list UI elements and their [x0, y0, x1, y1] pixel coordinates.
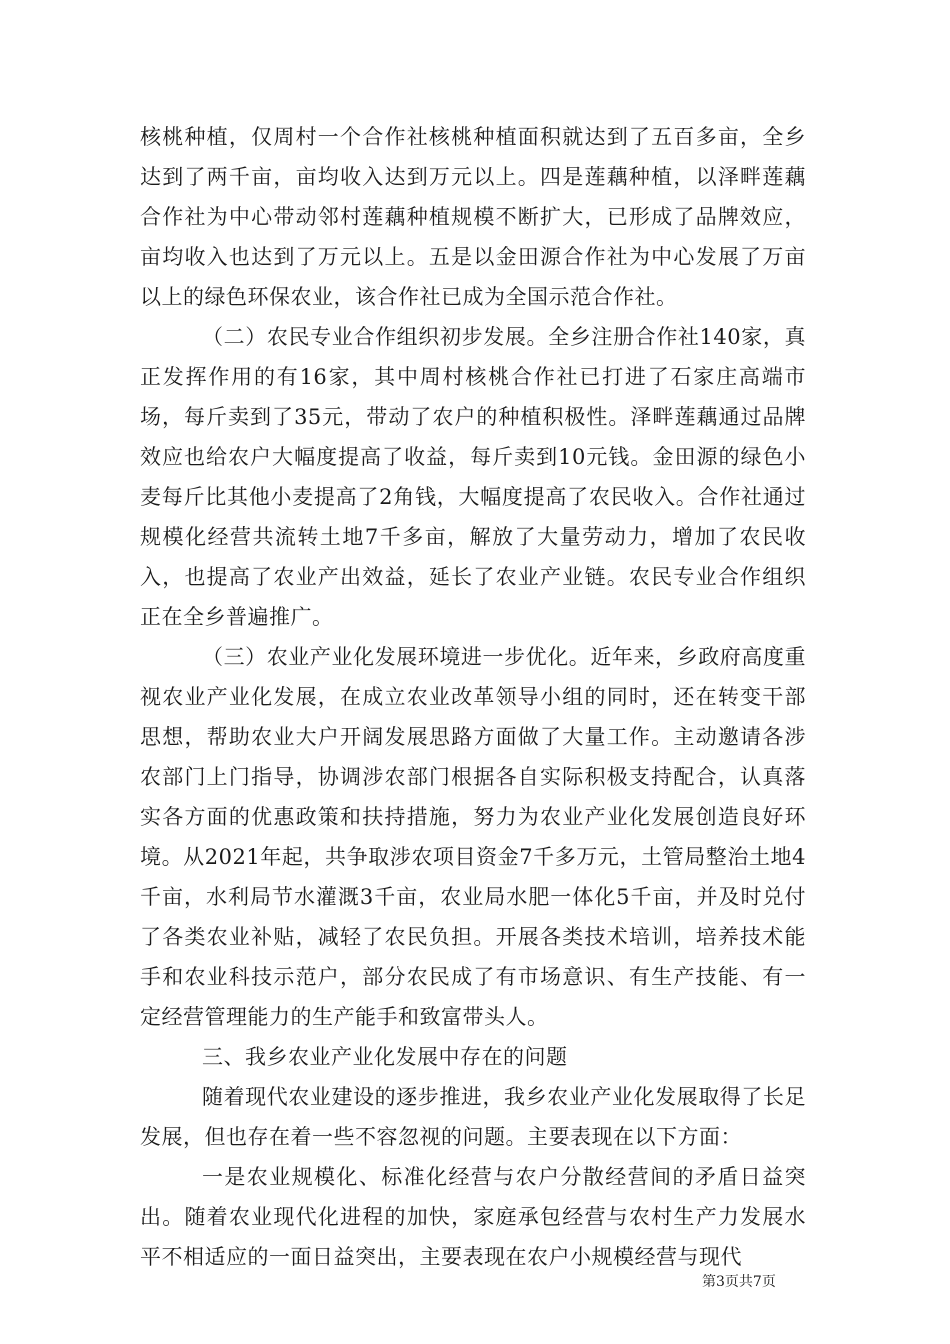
paragraph-continuation: 核桃种植，仅周村一个合作社核桃种植面积就达到了五百多亩，全乡达到了两千亩，亩均收入达到万元以上。四是莲藕种植，以泽畔莲藕合作社为中心带动邻村莲藕种植规模不断扩大，已形成了品牌效应，亩均收入也达到了万元以上。五是以金田源合作社为中心发展了万亩以上的绿色环保农业，该合作社已成为全国示范合作社。 [140, 125, 806, 309]
paragraph-environment: （三）农业产业化发展环境进一步优化。近年来，乡政府高度重视农业产业化发展，在成立农业改革领导小组的同时，还在转变干部思想，帮助农业大户开阔发展思路方面做了大量工作。主动邀请各涉农部门上门指导，协调涉农部门根据各自实际积极支持配合，认真落实各方面的优惠政策和扶持措施，努力为农业产业化发展创造良好环境。从2021年起，共争取涉农项目资金7千多万元，土管局整治土地4千亩，水利局节水灌溉3千亩，农业局水肥一体化5千亩，并及时兑付了各类农业补贴，减轻了农民负担。开展各类技术培训，培养技术能手和农业科技示范户，部分农民成了有市场意识、有生产技能、有一定经营管理能力的生产能手和致富带头人。 [140, 645, 806, 1029]
document-page [140, 117, 806, 1277]
page-number: 第3页共7页 [702, 1274, 776, 1290]
paragraph-problems-intro: 随着现代农业建设的逐步推进，我乡农业产业化发展取得了长足发展，但也存在着一些不容忽视的问题。主要表现在以下方面： [140, 1085, 806, 1149]
section-heading: 三、我乡农业产业化发展中存在的问题 [202, 1045, 568, 1069]
paragraph-cooperatives: （二）农民专业合作组织初步发展。全乡注册合作社140家，真正发挥作用的有16家，其中周村核桃合作社已打进了石家庄高端市场，每斤卖到了35元，带动了农户的种植积极性。泽畔莲藕通过品牌效应也给农户大幅度提高了收益，每斤卖到10元钱。金田源的绿色小麦每斤比其他小麦提高了2角钱，大幅度提高了农民收入。合作社通过规模化经营共流转土地7千多亩，解放了大量劳动力，增加了农民收入，也提高了农业产出效益，延长了农业产业链。农民专业合作组织正在全乡普遍推广。 [140, 325, 806, 629]
paragraph-problem-one: 一是农业规模化、标准化经营与农户分散经营间的矛盾日益突出。随着农业现代化进程的加快，家庭承包经营与农村生产力发展水平不相适应的一面日益突出，主要表现在农户小规模经营与现代 [140, 1165, 806, 1269]
